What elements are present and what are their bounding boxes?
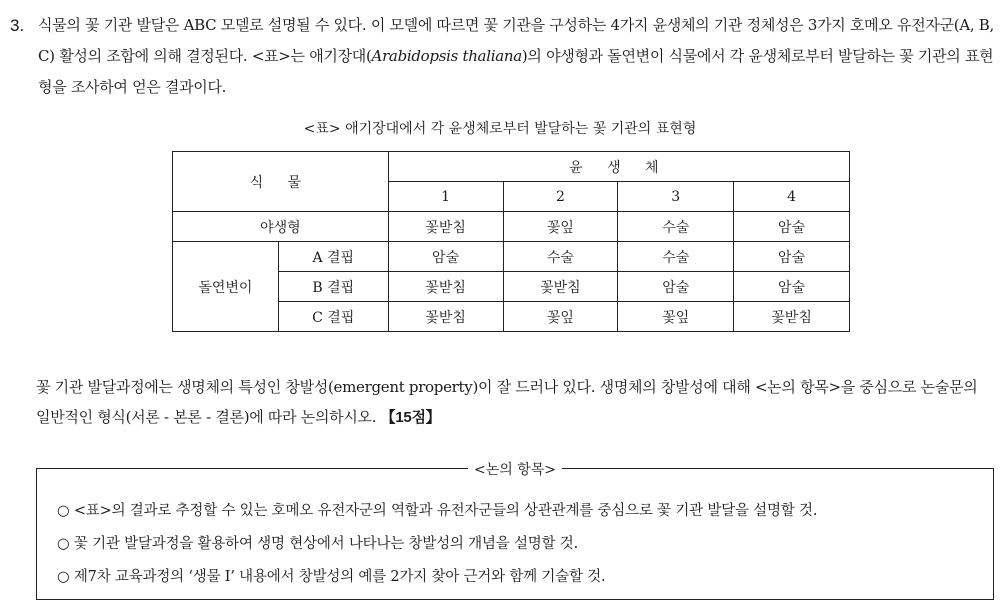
- mutant-label: A 결핍: [278, 242, 388, 272]
- table-cell: 꽃잎: [503, 302, 618, 332]
- table-cell: 수술: [618, 212, 734, 242]
- mutant-label: C 결핍: [278, 302, 388, 332]
- table-cell: 암술: [388, 242, 503, 272]
- wild-type-row: [173, 212, 850, 242]
- table-cell: 암술: [734, 212, 850, 242]
- table-cell: 꽃받침: [388, 302, 503, 332]
- whorl-number: 1: [388, 182, 503, 212]
- table-cell: 꽃잎: [618, 302, 734, 332]
- table-cell: 꽃잎: [503, 212, 618, 242]
- phenotype-table: [172, 151, 850, 332]
- question-number: 3.: [10, 16, 25, 35]
- prompt-text: 꽃 기관 발달과정에는 생명체의 특성인 창발성(emergent property)이 잘 드러나 있다. 생명체의 창발성에 대해 <논의 항목>을 중심으로 논술문의 일반적인 형식(서론 - 본론 - 결론)에 따라 논의하시오.: [36, 378, 978, 426]
- header-plant: 식 물: [173, 152, 389, 212]
- table-cell: 꽃받침: [388, 272, 503, 302]
- question-text: [38, 10, 995, 103]
- discussion-item: ○ 꽃 기관 발달과정을 활용하여 생명 현상에서 나타나는 창발성의 개념을 설명할 것.: [57, 536, 578, 552]
- points-label: 【15점】: [380, 409, 441, 426]
- essay-prompt: [36, 372, 996, 433]
- mutant-label: B 결핍: [278, 272, 388, 302]
- discussion-list: [57, 495, 817, 594]
- table-cell: 수술: [618, 242, 734, 272]
- discussion-item: ○ <표>의 결과로 추정할 수 있는 호메오 유전자군의 역할과 유전자군들의 상관관계를 중심으로 꽃 기관 발달을 설명할 것.: [57, 503, 818, 519]
- question-intro: [10, 10, 995, 103]
- discussion-item: ○ 제7차 교육과정의 ‘생물 I’ 내용에서 창발성의 예를 2가지 찾아 근거와 함께 기술할 것.: [57, 569, 606, 585]
- wild-type-label: 야생형: [173, 212, 389, 242]
- table-cell: 암술: [734, 242, 850, 272]
- whorl-number: 2: [503, 182, 618, 212]
- whorl-number: 3: [618, 182, 734, 212]
- table-caption: <표> 애기장대에서 각 윤생체로부터 발달하는 꽃 기관의 표현형: [303, 121, 697, 137]
- table-cell: 꽃받침: [388, 212, 503, 242]
- species-name: Arabidopsis thaliana: [371, 47, 522, 65]
- discussion-box: [36, 462, 994, 600]
- header-whorl: 윤 생 체: [388, 152, 849, 182]
- discussion-title-wrap: [37, 459, 993, 479]
- mutant-group-label: 돌연변이: [173, 242, 279, 332]
- table-cell: 꽃받침: [734, 302, 850, 332]
- whorl-number: 4: [734, 182, 850, 212]
- table-cell: 꽃받침: [503, 272, 618, 302]
- discussion-title: <논의 항목>: [468, 462, 562, 478]
- table-cell: 암술: [618, 272, 734, 302]
- mutant-row-a: [173, 242, 850, 272]
- intro-text-part2: )의 야생형과 돌연변이 식물에서 각 윤생체로부터 발달하는 꽃 기관의 표현형을 조사하여 얻은 결과이다.: [38, 47, 994, 96]
- table-cell: 암술: [734, 272, 850, 302]
- table-cell: 수술: [503, 242, 618, 272]
- intro-text-part1: 식물의 꽃 기관 발달은 ABC 모델로 설명될 수 있다. 이 모델에 따르면 꽃 기관을 구성하는 4가지 윤생체의 기관 정체성은 3가지 호메오 유전자군(A, B, C) 활성의 조합에 의해 결정된다. <표>는 애기장대(: [38, 16, 994, 65]
- header-row: [173, 152, 850, 182]
